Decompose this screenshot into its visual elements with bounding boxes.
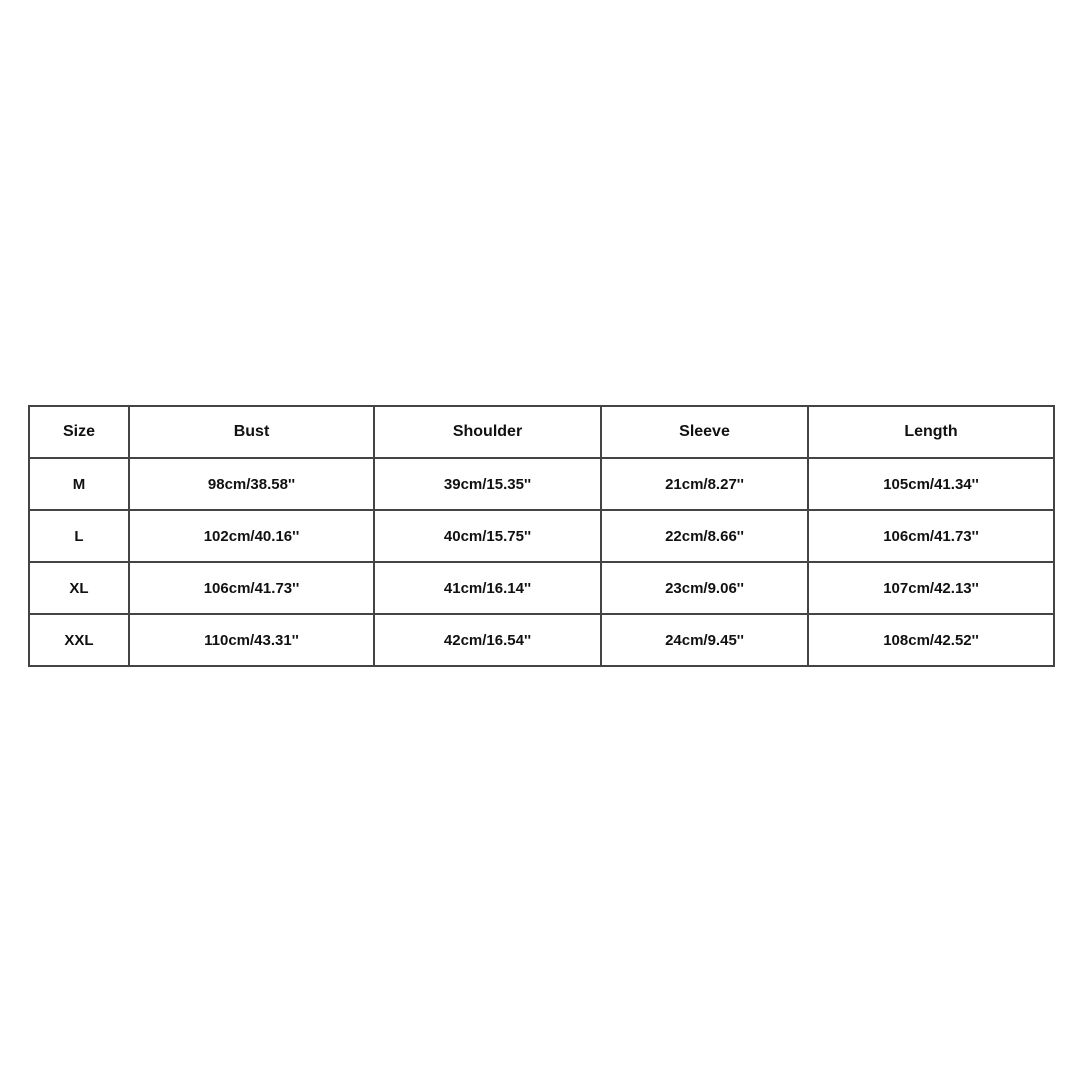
table-row bbox=[29, 614, 1054, 666]
table-row bbox=[29, 510, 1054, 562]
size-cell: M bbox=[29, 458, 129, 510]
table-row bbox=[29, 562, 1054, 614]
sleeve-cell: 24cm/9.45'' bbox=[601, 614, 808, 666]
header-row bbox=[29, 406, 1054, 458]
shoulder-cell: 40cm/15.75'' bbox=[374, 510, 601, 562]
bust-cell: 102cm/40.16'' bbox=[129, 510, 374, 562]
header-shoulder: Shoulder bbox=[374, 406, 601, 458]
size-cell: XL bbox=[29, 562, 129, 614]
size-chart-table bbox=[28, 405, 1055, 667]
sleeve-cell: 22cm/8.66'' bbox=[601, 510, 808, 562]
length-cell: 106cm/41.73'' bbox=[808, 510, 1054, 562]
sleeve-cell: 21cm/8.27'' bbox=[601, 458, 808, 510]
shoulder-cell: 39cm/15.35'' bbox=[374, 458, 601, 510]
header-length: Length bbox=[808, 406, 1054, 458]
bust-cell: 98cm/38.58'' bbox=[129, 458, 374, 510]
size-cell: L bbox=[29, 510, 129, 562]
header-sleeve: Sleeve bbox=[601, 406, 808, 458]
size-chart-header bbox=[29, 406, 1054, 458]
header-size: Size bbox=[29, 406, 129, 458]
length-cell: 108cm/42.52'' bbox=[808, 614, 1054, 666]
table-row bbox=[29, 458, 1054, 510]
size-cell: XXL bbox=[29, 614, 129, 666]
bust-cell: 106cm/41.73'' bbox=[129, 562, 374, 614]
size-chart-body bbox=[29, 458, 1054, 666]
length-cell: 107cm/42.13'' bbox=[808, 562, 1054, 614]
sleeve-cell: 23cm/9.06'' bbox=[601, 562, 808, 614]
length-cell: 105cm/41.34'' bbox=[808, 458, 1054, 510]
shoulder-cell: 42cm/16.54'' bbox=[374, 614, 601, 666]
header-bust: Bust bbox=[129, 406, 374, 458]
shoulder-cell: 41cm/16.14'' bbox=[374, 562, 601, 614]
bust-cell: 110cm/43.31'' bbox=[129, 614, 374, 666]
